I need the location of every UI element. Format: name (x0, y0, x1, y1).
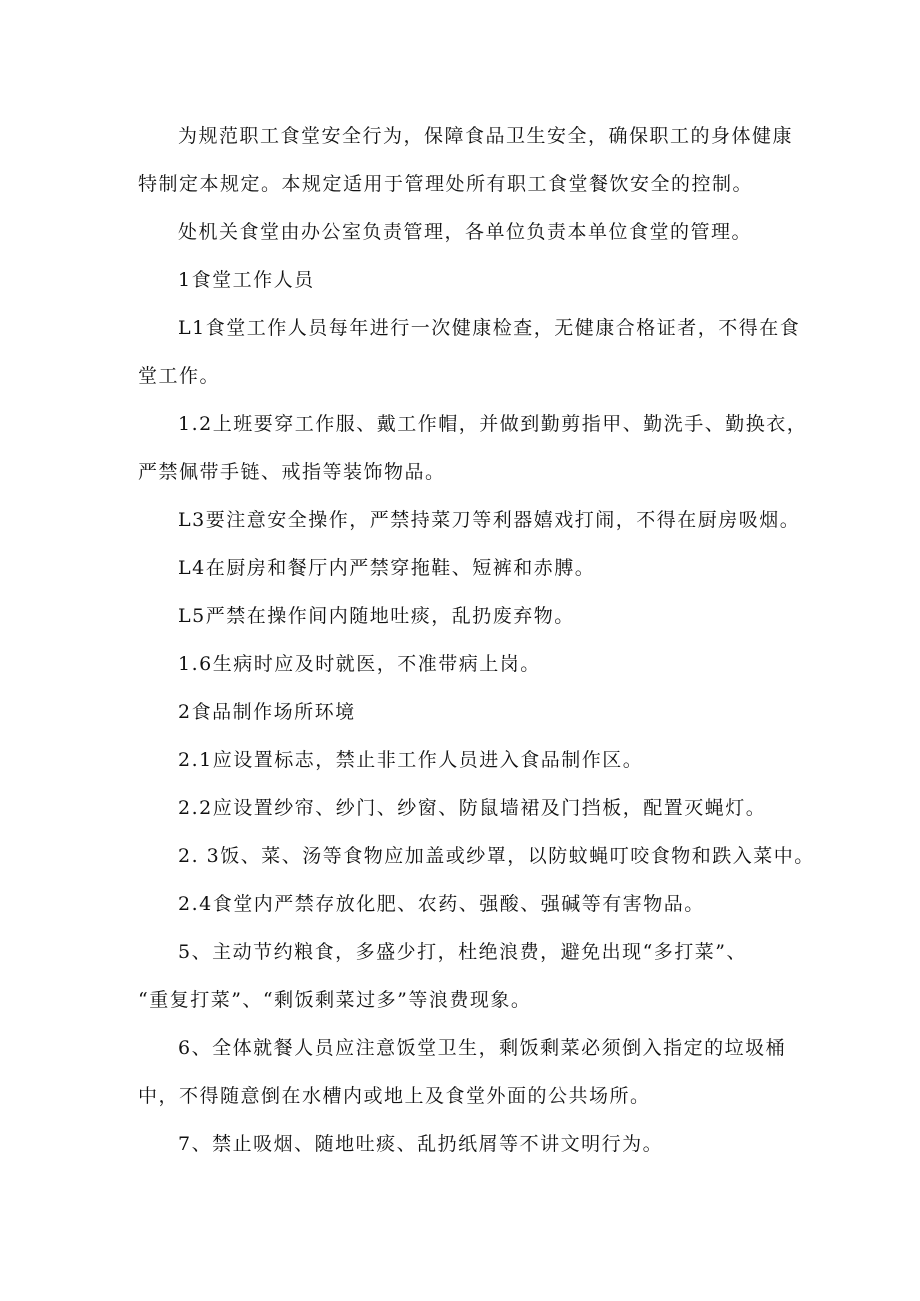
text-line-7: 1.2上班要穿工作服、戴工作帽，并做到勤剪指甲、勤洗手、勤换衣， (178, 413, 808, 435)
section-heading-1: 1食堂工作人员 (178, 269, 315, 291)
text-line-22: 7、禁止吸烟、随地吐痰、乱扔纸屑等不讲文明行为。 (178, 1133, 664, 1155)
text-line-17: 2.4食堂内严禁存放化肥、农药、强酸、强碱等有害物品。 (178, 893, 705, 915)
section-heading-2: 2食品制作场所环境 (178, 701, 356, 723)
text-line-5: L1食堂工作人员每年进行一次健康检查，无健康合格证者，不得在食 (178, 317, 801, 339)
text-line-18: 5、主动节约粮食，多盛少打，杜绝浪费，避免出现“多打菜”、 (178, 941, 748, 963)
text-line-10: L4在厨房和餐厅内严禁穿拖鞋、短裤和赤膊。 (178, 557, 596, 579)
text-line-2: 特制定本规定。本规定适用于管理处所有职工食堂餐饮安全的控制。 (138, 173, 754, 195)
text-line-6: 堂工作。 (138, 365, 221, 387)
text-line-12: 1.6生病时应及时就医，不准带病上岗。 (178, 653, 541, 675)
text-line-21: 中，不得随意倒在水槽内或地上及食堂外面的公共场所。 (138, 1085, 651, 1107)
text-line-15: 2.2应设置纱帘、纱门、纱窗、防鼠墙裙及门挡板，配置灭蝇灯。 (178, 797, 767, 819)
text-line-16: 2. 3饭、菜、汤等食物应加盖或纱罩，以防蚊蝇叮咬食物和跌入菜中。 (178, 845, 815, 867)
text-line-3: 处机关食堂由办公室负责管理，各单位负责本单位食堂的管理。 (178, 221, 753, 243)
text-line-9: L3要注意安全操作，严禁持菜刀等利器嬉戏打闹，不得在厨房吸烟。 (178, 509, 801, 531)
text-line-1: 为规范职工食堂安全行为，保障食品卫生安全，确保职工的身体健康 (178, 125, 794, 147)
text-line-19: “重复打菜”、“剩饭剩菜过多”等浪费现象。 (138, 989, 532, 1011)
text-line-11: L5严禁在操作间内随地吐痰，乱扔废弃物。 (178, 605, 575, 627)
text-line-20: 6、全体就餐人员应注意饭堂卫生，剩饭剩菜必须倒入指定的垃圾桶 (178, 1037, 787, 1059)
text-line-8: 严禁佩带手链、戒指等装饰物品。 (138, 461, 446, 483)
text-line-14: 2.1应设置标志，禁止非工作人员进入食品制作区。 (178, 749, 644, 771)
